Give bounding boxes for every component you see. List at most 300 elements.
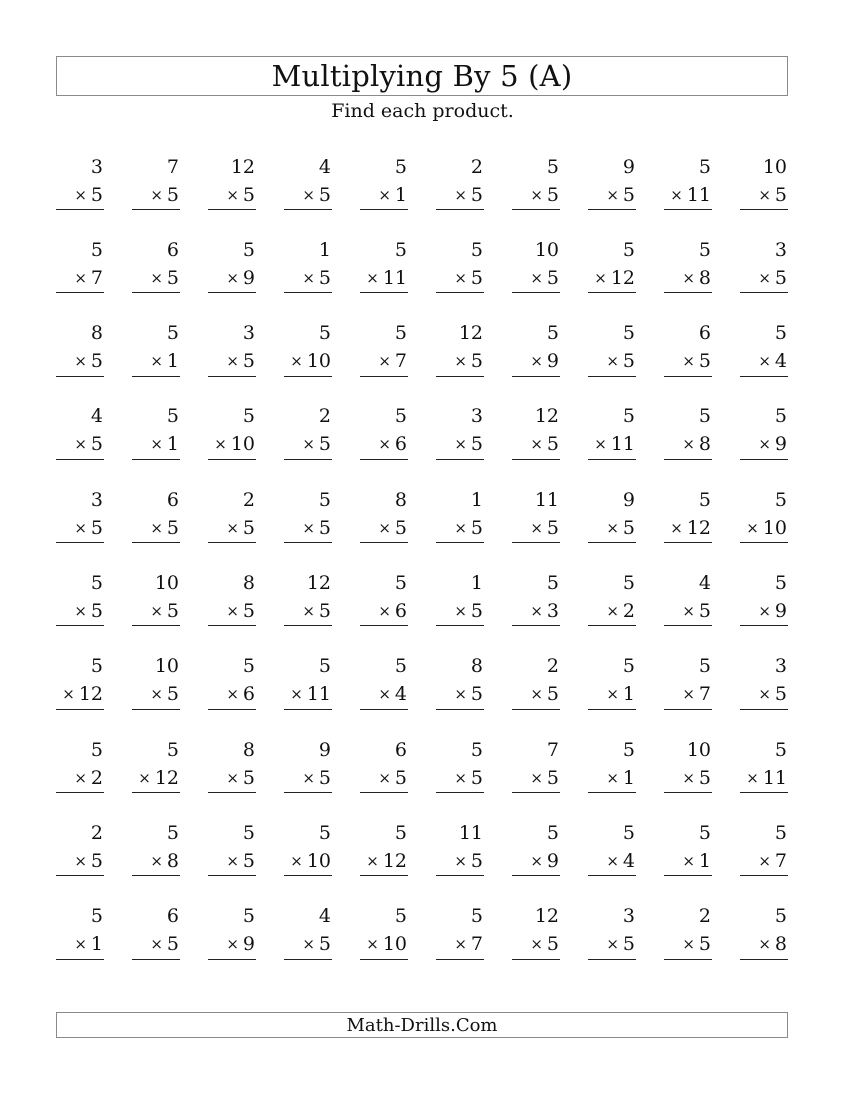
multiplier-line bbox=[360, 931, 408, 960]
multiplier-line bbox=[284, 681, 332, 710]
multiplicand: 1 bbox=[470, 488, 483, 511]
multiplicand: 5 bbox=[318, 655, 331, 678]
multiplier-line bbox=[436, 348, 484, 377]
multiplication-problem bbox=[284, 903, 332, 961]
multiplier: 10 bbox=[762, 516, 787, 539]
multiplier-line bbox=[512, 181, 560, 210]
multiplicand: 9 bbox=[622, 488, 635, 511]
times-sign: × bbox=[302, 768, 315, 787]
times-sign: × bbox=[746, 518, 759, 537]
times-sign: × bbox=[682, 601, 695, 620]
times-sign: × bbox=[378, 768, 391, 787]
times-sign: × bbox=[758, 352, 771, 371]
multiplication-problem bbox=[512, 486, 560, 544]
multiplication-problem bbox=[512, 403, 560, 461]
multiplication-problem bbox=[208, 153, 256, 211]
times-sign: × bbox=[758, 851, 771, 870]
multiplier: 5 bbox=[546, 516, 559, 539]
multiplier-line bbox=[512, 597, 560, 626]
multiplication-problem bbox=[664, 486, 712, 544]
multiplicand: 3 bbox=[90, 155, 103, 178]
multiplicand: 6 bbox=[394, 738, 407, 761]
multiplier: 5 bbox=[90, 183, 103, 206]
multiplication-problem bbox=[436, 569, 484, 627]
multiplier: 9 bbox=[774, 433, 787, 456]
multiplier-line bbox=[132, 931, 180, 960]
times-sign: × bbox=[74, 601, 87, 620]
multiplicand: 4 bbox=[318, 155, 331, 178]
multiplier-line bbox=[740, 181, 788, 210]
multiplicand: 10 bbox=[686, 738, 711, 761]
multiplication-problem bbox=[56, 569, 104, 627]
multiplier: 12 bbox=[686, 516, 711, 539]
multiplier-line bbox=[132, 597, 180, 626]
times-sign: × bbox=[302, 601, 315, 620]
multiplier-line bbox=[664, 597, 712, 626]
multiplier: 1 bbox=[166, 433, 179, 456]
multiplicand: 5 bbox=[622, 571, 635, 594]
multiplier: 5 bbox=[318, 933, 331, 956]
multiplicand: 5 bbox=[774, 738, 787, 761]
multiplication-problem bbox=[284, 819, 332, 877]
multiplicand: 5 bbox=[622, 322, 635, 345]
multiplier-line bbox=[56, 764, 104, 793]
times-sign: × bbox=[226, 851, 239, 870]
multiplier: 5 bbox=[242, 849, 255, 872]
multiplier: 11 bbox=[762, 766, 787, 789]
multiplication-problem bbox=[436, 736, 484, 794]
multiplier-line bbox=[436, 931, 484, 960]
multiplier-line bbox=[588, 431, 636, 460]
multiplicand: 5 bbox=[394, 905, 407, 928]
multiplier: 5 bbox=[546, 933, 559, 956]
times-sign: × bbox=[682, 935, 695, 954]
multiplication-problem bbox=[132, 236, 180, 294]
multiplicand: 5 bbox=[698, 238, 711, 261]
multiplicand: 5 bbox=[166, 821, 179, 844]
multiplier: 4 bbox=[774, 350, 787, 373]
times-sign: × bbox=[302, 435, 315, 454]
multiplication-problem bbox=[284, 403, 332, 461]
multiplication-problem bbox=[56, 819, 104, 877]
multiplication-problem bbox=[360, 153, 408, 211]
multiplication-problem bbox=[664, 320, 712, 378]
multiplication-problem bbox=[360, 320, 408, 378]
multiplicand: 8 bbox=[90, 322, 103, 345]
multiplier-line bbox=[132, 764, 180, 793]
multiplier-line bbox=[664, 431, 712, 460]
multiplier-line bbox=[664, 931, 712, 960]
times-sign: × bbox=[606, 518, 619, 537]
multiplication-problem bbox=[208, 403, 256, 461]
multiplicand: 5 bbox=[90, 738, 103, 761]
times-sign: × bbox=[150, 518, 163, 537]
multiplicand: 11 bbox=[458, 821, 483, 844]
times-sign: × bbox=[758, 935, 771, 954]
multiplier: 4 bbox=[394, 683, 407, 706]
times-sign: × bbox=[290, 685, 303, 704]
multiplicand: 8 bbox=[242, 571, 255, 594]
times-sign: × bbox=[378, 185, 391, 204]
multiplier-line bbox=[132, 514, 180, 543]
multiplicand: 5 bbox=[698, 155, 711, 178]
multiplicand: 2 bbox=[698, 905, 711, 928]
multiplier: 1 bbox=[166, 350, 179, 373]
multiplier-line bbox=[284, 764, 332, 793]
times-sign: × bbox=[682, 268, 695, 287]
multiplicand: 8 bbox=[470, 655, 483, 678]
times-sign: × bbox=[606, 601, 619, 620]
times-sign: × bbox=[454, 518, 467, 537]
multiplier: 5 bbox=[546, 683, 559, 706]
multiplier-line bbox=[436, 431, 484, 460]
multiplicand: 10 bbox=[154, 655, 179, 678]
multiplier: 8 bbox=[698, 266, 711, 289]
multiplier-line bbox=[284, 931, 332, 960]
multiplication-problem bbox=[436, 236, 484, 294]
times-sign: × bbox=[226, 768, 239, 787]
multiplier-line bbox=[132, 847, 180, 876]
multiplier: 5 bbox=[166, 683, 179, 706]
multiplicand: 3 bbox=[242, 322, 255, 345]
multiplier: 2 bbox=[90, 766, 103, 789]
multiplication-problem bbox=[208, 486, 256, 544]
multiplier: 6 bbox=[242, 683, 255, 706]
multiplicand: 12 bbox=[458, 322, 483, 345]
times-sign: × bbox=[226, 268, 239, 287]
multiplier-line bbox=[132, 348, 180, 377]
times-sign: × bbox=[606, 935, 619, 954]
multiplication-problem bbox=[512, 903, 560, 961]
multiplication-problem bbox=[360, 569, 408, 627]
multiplier-line bbox=[436, 681, 484, 710]
multiplication-problem bbox=[740, 569, 788, 627]
multiplicand: 5 bbox=[90, 571, 103, 594]
multiplier-line bbox=[208, 181, 256, 210]
multiplier-line bbox=[284, 264, 332, 293]
multiplier: 5 bbox=[166, 266, 179, 289]
multiplier-line bbox=[512, 514, 560, 543]
multiplier-line bbox=[588, 264, 636, 293]
multiplicand: 5 bbox=[394, 155, 407, 178]
multiplier: 5 bbox=[774, 683, 787, 706]
times-sign: × bbox=[454, 851, 467, 870]
multiplication-problem bbox=[588, 819, 636, 877]
multiplier-line bbox=[588, 931, 636, 960]
multiplier: 5 bbox=[166, 933, 179, 956]
multiplication-problem bbox=[588, 236, 636, 294]
times-sign: × bbox=[226, 685, 239, 704]
times-sign: × bbox=[606, 352, 619, 371]
problem-grid bbox=[56, 153, 792, 986]
times-sign: × bbox=[454, 268, 467, 287]
times-sign: × bbox=[150, 935, 163, 954]
multiplier: 1 bbox=[622, 766, 635, 789]
multiplier-line bbox=[360, 348, 408, 377]
multiplicand: 5 bbox=[394, 405, 407, 428]
times-sign: × bbox=[606, 851, 619, 870]
times-sign: × bbox=[74, 185, 87, 204]
multiplicand: 5 bbox=[394, 238, 407, 261]
multiplier-line bbox=[588, 514, 636, 543]
multiplier-line bbox=[436, 597, 484, 626]
multiplicand: 5 bbox=[698, 655, 711, 678]
multiplier-line bbox=[740, 514, 788, 543]
multiplication-problem bbox=[284, 486, 332, 544]
multiplier: 7 bbox=[774, 849, 787, 872]
multiplicand: 5 bbox=[546, 821, 559, 844]
multiplication-problem bbox=[588, 153, 636, 211]
multiplication-problem bbox=[436, 153, 484, 211]
multiplicand: 7 bbox=[166, 155, 179, 178]
times-sign: × bbox=[758, 185, 771, 204]
multiplier: 5 bbox=[622, 183, 635, 206]
multiplicand: 10 bbox=[154, 571, 179, 594]
multiplier-line bbox=[740, 681, 788, 710]
multiplier: 12 bbox=[78, 683, 103, 706]
multiplier: 1 bbox=[394, 183, 407, 206]
multiplier: 5 bbox=[166, 183, 179, 206]
multiplier: 5 bbox=[622, 516, 635, 539]
multiplier-line bbox=[208, 348, 256, 377]
multiplication-problem bbox=[436, 653, 484, 711]
times-sign: × bbox=[594, 435, 607, 454]
multiplier: 10 bbox=[382, 933, 407, 956]
multiplication-problem bbox=[740, 736, 788, 794]
multiplication-problem bbox=[360, 403, 408, 461]
times-sign: × bbox=[682, 685, 695, 704]
multiplier-line bbox=[284, 847, 332, 876]
multiplication-problem bbox=[436, 320, 484, 378]
multiplier: 5 bbox=[166, 599, 179, 622]
multiplication-problem bbox=[512, 236, 560, 294]
multiplier: 5 bbox=[242, 516, 255, 539]
multiplicand: 4 bbox=[698, 571, 711, 594]
multiplier-line bbox=[664, 181, 712, 210]
multiplier: 9 bbox=[774, 599, 787, 622]
multiplier: 5 bbox=[546, 433, 559, 456]
multiplier: 5 bbox=[470, 683, 483, 706]
multiplicand: 10 bbox=[762, 155, 787, 178]
multiplication-problem bbox=[664, 153, 712, 211]
multiplier: 5 bbox=[318, 766, 331, 789]
multiplicand: 8 bbox=[394, 488, 407, 511]
multiplier-line bbox=[360, 514, 408, 543]
multiplier-line bbox=[588, 181, 636, 210]
multiplicand: 5 bbox=[242, 655, 255, 678]
multiplier-line bbox=[56, 264, 104, 293]
multiplier-line bbox=[284, 597, 332, 626]
multiplicand: 5 bbox=[242, 905, 255, 928]
times-sign: × bbox=[150, 851, 163, 870]
multiplier-line bbox=[132, 431, 180, 460]
multiplier-line bbox=[512, 348, 560, 377]
multiplier-line bbox=[664, 681, 712, 710]
multiplier: 5 bbox=[546, 266, 559, 289]
multiplier-line bbox=[664, 264, 712, 293]
multiplier-line bbox=[284, 348, 332, 377]
times-sign: × bbox=[138, 768, 151, 787]
multiplication-problem bbox=[588, 486, 636, 544]
multiplier: 5 bbox=[470, 849, 483, 872]
multiplicand: 5 bbox=[622, 655, 635, 678]
multiplication-problem bbox=[512, 320, 560, 378]
multiplicand: 5 bbox=[394, 571, 407, 594]
multiplication-problem bbox=[132, 403, 180, 461]
multiplier-line bbox=[740, 847, 788, 876]
times-sign: × bbox=[150, 601, 163, 620]
times-sign: × bbox=[378, 435, 391, 454]
times-sign: × bbox=[62, 685, 75, 704]
multiplication-problem bbox=[512, 736, 560, 794]
times-sign: × bbox=[530, 185, 543, 204]
multiplication-problem bbox=[208, 653, 256, 711]
multiplier-line bbox=[360, 847, 408, 876]
multiplication-problem bbox=[284, 236, 332, 294]
multiplier: 5 bbox=[90, 849, 103, 872]
multiplication-problem bbox=[56, 486, 104, 544]
times-sign: × bbox=[454, 768, 467, 787]
times-sign: × bbox=[454, 352, 467, 371]
multiplicand: 8 bbox=[242, 738, 255, 761]
multiplier-line bbox=[664, 764, 712, 793]
multiplier-line bbox=[436, 847, 484, 876]
multiplication-problem bbox=[664, 569, 712, 627]
multiplier: 5 bbox=[470, 766, 483, 789]
times-sign: × bbox=[74, 352, 87, 371]
multiplier: 11 bbox=[686, 183, 711, 206]
multiplication-problem bbox=[208, 236, 256, 294]
times-sign: × bbox=[378, 601, 391, 620]
multiplier: 5 bbox=[242, 183, 255, 206]
multiplier: 9 bbox=[546, 849, 559, 872]
multiplier-line bbox=[436, 514, 484, 543]
multiplier: 5 bbox=[546, 766, 559, 789]
multiplier: 10 bbox=[230, 433, 255, 456]
multiplicand: 5 bbox=[698, 405, 711, 428]
multiplier-line bbox=[588, 847, 636, 876]
multiplier: 5 bbox=[470, 599, 483, 622]
multiplicand: 5 bbox=[90, 905, 103, 928]
multiplication-problem bbox=[740, 819, 788, 877]
times-sign: × bbox=[606, 768, 619, 787]
times-sign: × bbox=[74, 518, 87, 537]
multiplier-line bbox=[360, 264, 408, 293]
multiplicand: 9 bbox=[622, 155, 635, 178]
multiplication-problem bbox=[588, 403, 636, 461]
multiplier: 11 bbox=[306, 683, 331, 706]
multiplier-line bbox=[740, 597, 788, 626]
multiplicand: 6 bbox=[166, 905, 179, 928]
multiplier-line bbox=[208, 847, 256, 876]
times-sign: × bbox=[454, 601, 467, 620]
times-sign: × bbox=[530, 435, 543, 454]
multiplication-problem bbox=[56, 236, 104, 294]
multiplication-problem bbox=[132, 736, 180, 794]
multiplier: 9 bbox=[546, 350, 559, 373]
multiplier: 9 bbox=[242, 933, 255, 956]
multiplication-problem bbox=[664, 653, 712, 711]
multiplicand: 5 bbox=[394, 322, 407, 345]
multiplier: 5 bbox=[318, 516, 331, 539]
multiplier: 9 bbox=[242, 266, 255, 289]
multiplication-problem bbox=[284, 153, 332, 211]
multiplication-problem bbox=[56, 736, 104, 794]
multiplication-problem bbox=[208, 569, 256, 627]
multiplication-problem bbox=[436, 403, 484, 461]
multiplicand: 3 bbox=[470, 405, 483, 428]
multiplicand: 12 bbox=[534, 405, 559, 428]
multiplier-line bbox=[588, 597, 636, 626]
multiplicand: 4 bbox=[318, 905, 331, 928]
multiplier-line bbox=[512, 264, 560, 293]
multiplicand: 5 bbox=[774, 821, 787, 844]
multiplier: 5 bbox=[698, 766, 711, 789]
multiplicand: 3 bbox=[774, 655, 787, 678]
multiplier: 12 bbox=[610, 266, 635, 289]
multiplication-problem bbox=[284, 320, 332, 378]
multiplication-problem bbox=[588, 320, 636, 378]
multiplication-problem bbox=[740, 236, 788, 294]
multiplier: 3 bbox=[546, 599, 559, 622]
multiplication-problem bbox=[56, 403, 104, 461]
multiplication-problem bbox=[588, 653, 636, 711]
multiplicand: 2 bbox=[318, 405, 331, 428]
multiplier-line bbox=[56, 597, 104, 626]
multiplier: 5 bbox=[470, 183, 483, 206]
multiplier: 8 bbox=[774, 933, 787, 956]
multiplier-line bbox=[588, 764, 636, 793]
multiplier-line bbox=[56, 931, 104, 960]
multiplication-problem bbox=[208, 903, 256, 961]
multiplicand: 2 bbox=[470, 155, 483, 178]
times-sign: × bbox=[378, 518, 391, 537]
multiplier-line bbox=[588, 348, 636, 377]
multiplication-problem bbox=[284, 653, 332, 711]
multiplicand: 5 bbox=[774, 322, 787, 345]
multiplication-problem bbox=[740, 903, 788, 961]
multiplier: 5 bbox=[242, 599, 255, 622]
multiplier-line bbox=[284, 514, 332, 543]
multiplication-problem bbox=[664, 819, 712, 877]
multiplication-problem bbox=[360, 486, 408, 544]
multiplication-problem bbox=[208, 320, 256, 378]
multiplication-problem bbox=[664, 903, 712, 961]
multiplication-problem bbox=[132, 819, 180, 877]
multiplier-line bbox=[208, 764, 256, 793]
multiplier-line bbox=[664, 847, 712, 876]
multiplier: 5 bbox=[90, 599, 103, 622]
multiplicand: 2 bbox=[242, 488, 255, 511]
multiplicand: 5 bbox=[546, 571, 559, 594]
multiplier: 11 bbox=[382, 266, 407, 289]
multiplicand: 5 bbox=[470, 738, 483, 761]
multiplicand: 5 bbox=[90, 655, 103, 678]
multiplicand: 3 bbox=[774, 238, 787, 261]
multiplicand: 5 bbox=[546, 155, 559, 178]
multiplier: 5 bbox=[318, 266, 331, 289]
times-sign: × bbox=[530, 352, 543, 371]
instructions: Find each product. bbox=[331, 100, 514, 122]
multiplicand: 5 bbox=[470, 905, 483, 928]
multiplier-line bbox=[208, 681, 256, 710]
multiplicand: 2 bbox=[90, 821, 103, 844]
multiplication-problem bbox=[360, 653, 408, 711]
multiplicand: 5 bbox=[470, 238, 483, 261]
multiplier-line bbox=[436, 764, 484, 793]
multiplier-line bbox=[436, 181, 484, 210]
multiplier-line bbox=[56, 681, 104, 710]
